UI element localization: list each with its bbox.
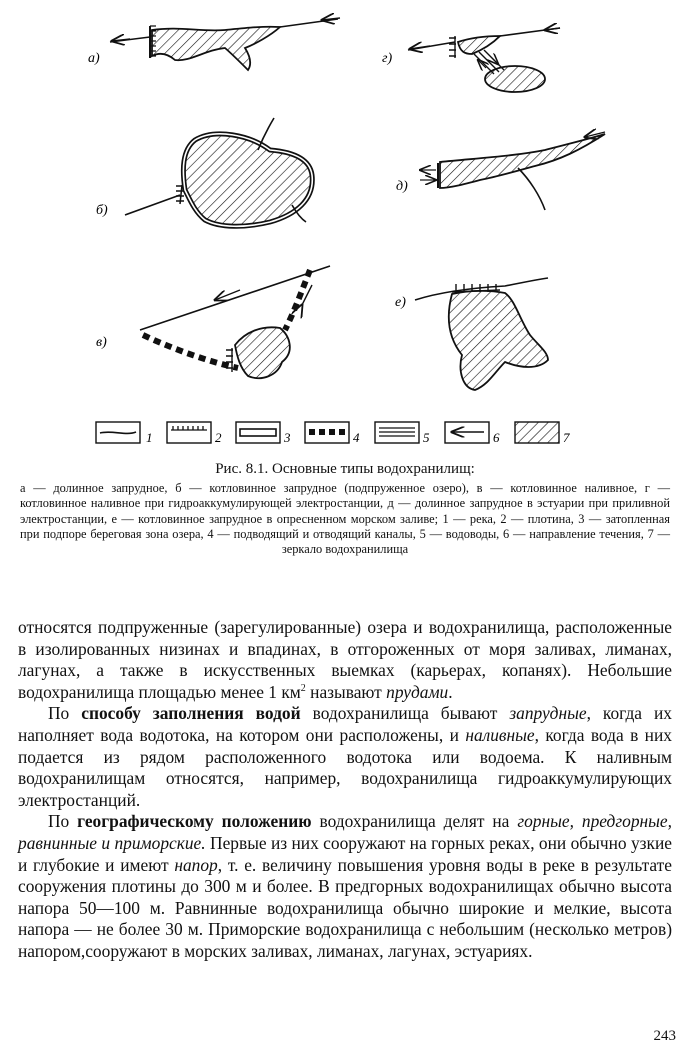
panel-label-v: в) (96, 335, 107, 350)
panel-label-e: е) (395, 295, 406, 310)
heading-geographic-position: географическому положению (77, 811, 312, 832)
figure-legend (96, 422, 570, 445)
svg-text:7: 7 (563, 430, 570, 445)
panel-label-g: г) (382, 51, 393, 66)
term-dammed: запрудные (509, 703, 587, 724)
body-text (18, 617, 672, 963)
legend-item-flow-direction (445, 422, 500, 445)
svg-text:2: 2 (215, 430, 222, 445)
term-position-types: горные, предгорные, равнинные и приморские. (18, 811, 672, 853)
panel-label-a: а) (88, 51, 100, 66)
term-head: напор (174, 854, 218, 875)
svg-text:3: 3 (284, 430, 291, 445)
panel-g-diagram (382, 28, 560, 92)
panel-label-d: д) (396, 179, 408, 194)
paragraph-1: относятся подпруженные (зарегулированные) озера и водохранилища, расположенные в изолированных низинах и впадинах, в отгороженных от моря заливах, лиманах, лагунах, а также в искусственных выемках (карьерах, копанях). Небольшие водохранилища площадью менее 1 $км^2$ называют прудами. (18, 617, 672, 702)
panel-e-diagram (395, 278, 548, 390)
paragraph-3: По географическому положению водохранилища делят на горные, предгорные, равнинные и приморские. Первые из них сооружают на горных реках, они обычно узкие и глубокие и имеют напор, т. е. величину повышения уровня воды в реке в результате сооружения плотины до 300 м и более. В предгорных водохранилищах обычно высота напора 50—100 м. Равнинные водохранилища обычно широкие и мелкие, высота напора — не более 30 м. Приморские водохранилища с небольшим (несколько метров) напором,сооружают в морских заливах, лиманах, лагунах, эстуариях. (18, 811, 673, 961)
paragraph-2: По способу заполнения водой водохранилища бывают запрудные, когда их наполняет вода водотока, на котором они расположены, и наливные, когда вода в них подается из рядом расположенного водотока или водоема. К наливным водохранилищам относятся, например, водохранилища гидроаккумулирующих электростанций. (18, 703, 672, 810)
reservoir-types-figure (0, 0, 690, 460)
legend-item-dam (167, 422, 222, 445)
heading-filling-method: способу заполнения водой (81, 703, 301, 724)
legend-item-canals (305, 422, 360, 445)
panel-v-diagram (96, 266, 330, 378)
legend-item-river (96, 422, 153, 445)
term-ponds: прудами (386, 681, 449, 702)
panel-a-diagram (88, 18, 340, 70)
panel-d-diagram (396, 132, 605, 210)
svg-text:5: 5 (423, 430, 430, 445)
svg-text:4: 4 (353, 430, 360, 445)
legend-item-water-surface (515, 422, 570, 445)
legend-item-conduits (375, 422, 430, 445)
figure-caption-body: а — долинное запрудное, б — котловинное запрудное (подпруженное озеро), в — котловинное наливное, г — котловинное наливное при гидроаккумулирующей электростанции, д — долинное запрудное в эстуарии при приливной электростанции, е — котловинное запрудное в опресненном морском заливе; 1 — река, 2 — плотина, 3 — затопленная при подпоре береговая зона озера, 4 — подводящий и отводящий каналы, 5 — водоводы, 6 — направление течения, 7 — зеркало водохранилища (20, 481, 670, 557)
panel-label-b: б) (96, 203, 108, 218)
figure-caption-title: Рис. 8.1. Основные типы водохранилищ: (215, 461, 475, 477)
svg-text:1: 1 (146, 430, 153, 445)
svg-text:6: 6 (493, 430, 500, 445)
legend-item-flooded-shore (236, 422, 291, 445)
page-number: 243 (653, 1028, 676, 1044)
term-filled: наливные (465, 724, 535, 745)
panel-b-diagram (96, 118, 312, 226)
